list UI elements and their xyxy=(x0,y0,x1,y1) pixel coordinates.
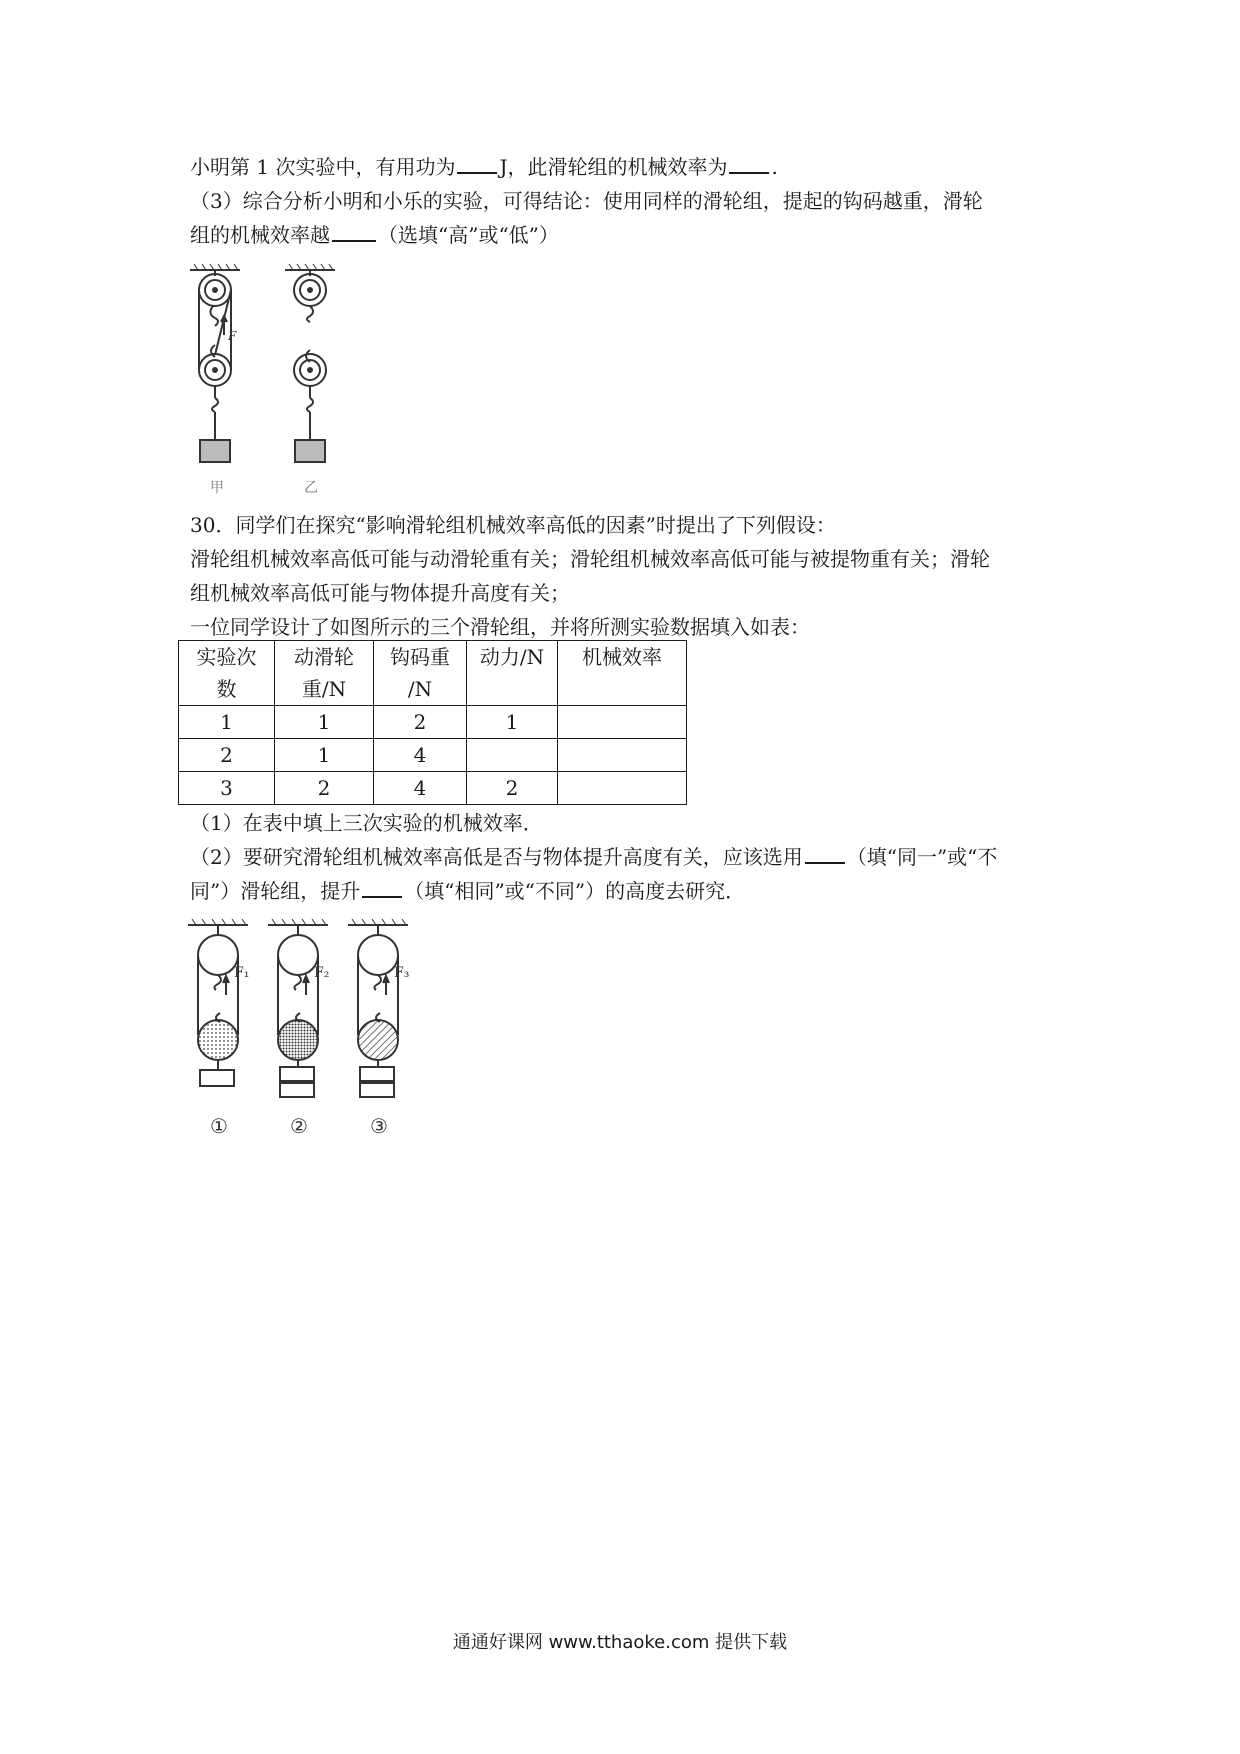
table-cell-force-blank[interactable] xyxy=(467,739,558,772)
fig-label-jia: 甲 xyxy=(210,480,224,496)
q29-period: . xyxy=(771,155,778,179)
fixed-pulley-3 xyxy=(358,935,398,975)
q30-hypothesis-line2: 组机械效率高低可能与物体提升高度有关； xyxy=(190,581,570,605)
q30-hypothesis-line1: 滑轮组机械效率高低可能与动滑轮重有关；滑轮组机械效率高低可能与被提物重有关；滑轮 xyxy=(190,547,990,571)
table-cell: 3 xyxy=(179,772,275,805)
fixed-pulley-2 xyxy=(278,935,318,975)
force-label-F: F xyxy=(228,329,237,343)
q30-part2-choices: （填“同一”或“不 xyxy=(846,845,998,869)
table-row xyxy=(179,706,687,739)
q30-part1: （1）在表中填上三次实验的机械效率． xyxy=(190,811,543,835)
q29-text-efficiency: J，此滑轮组的机械效率为 xyxy=(499,155,728,179)
table-header-cell: 实验次 数 xyxy=(179,641,275,706)
table-cell: 2 xyxy=(374,706,467,739)
q29-line1 xyxy=(190,152,778,182)
q29-text-useful-work: 小明第 1 次实验中，有用功为 xyxy=(190,155,456,179)
table-cell: 2 xyxy=(467,772,558,805)
fig-label-yi: 乙 xyxy=(304,480,318,496)
table-cell-efficiency-blank[interactable] xyxy=(558,706,687,739)
q30-part2-choices2: （填“相同”或“不同”）的高度去研究． xyxy=(404,879,746,903)
table-header-cell: 动滑轮 重/N xyxy=(275,641,374,706)
fig-label-3: ③ xyxy=(370,1114,388,1138)
q30-part2-line1 xyxy=(190,842,997,872)
weight-2-a xyxy=(280,1067,314,1081)
answer-blank-high-low[interactable] xyxy=(332,220,376,242)
pulley-figure-q30 xyxy=(186,915,446,1145)
table-cell-efficiency-blank[interactable] xyxy=(558,772,687,805)
fixed-pulley-1 xyxy=(198,935,238,975)
weight-yi xyxy=(295,440,325,462)
table-row xyxy=(179,739,687,772)
table-row xyxy=(179,772,687,805)
table-cell: 2 xyxy=(179,739,275,772)
table-header-cell: 机械效率 xyxy=(558,641,687,706)
q30-part2-line2 xyxy=(190,876,745,906)
q30-part2-text2: 同”）滑轮组，提升 xyxy=(190,879,361,903)
table-cell: 4 xyxy=(374,739,467,772)
q30-stem: 30．同学们在探究“影响滑轮组机械效率高低的因素”时提出了下列假设： xyxy=(190,513,836,537)
force-label-F1: F₁ xyxy=(234,965,250,981)
weight-3-b xyxy=(360,1083,394,1097)
answer-blank-efficiency[interactable] xyxy=(729,152,769,174)
q29-part3-line1: （3）综合分析小明和小乐的实验，可得结论：使用同样的滑轮组，提起的钩码越重，滑轮 xyxy=(190,189,983,213)
table-header-row xyxy=(179,641,687,706)
q30-part2-text: （2）要研究滑轮组机械效率高低是否与物体提升高度有关，应该选用 xyxy=(190,845,803,869)
q29-part3-text: 组的机械效率越 xyxy=(190,223,330,247)
fig-label-2: ② xyxy=(290,1114,308,1138)
hook-jia-top xyxy=(210,306,218,326)
table-cell: 4 xyxy=(374,772,467,805)
table-cell: 1 xyxy=(467,706,558,739)
answer-blank-same-different-height[interactable] xyxy=(362,876,402,898)
weight-2-b xyxy=(280,1083,314,1097)
weight-jia xyxy=(200,440,230,462)
movable-pulley-3 xyxy=(358,1020,398,1060)
answer-blank-same-different-group[interactable] xyxy=(805,842,845,864)
q29-part3-choices: （选填“高”或“低”） xyxy=(378,223,559,247)
force-label-F3: F₃ xyxy=(394,965,410,981)
q30-design: 一位同学设计了如图所示的三个滑轮组，并将所测实验数据填入如表： xyxy=(190,615,810,639)
table-cell: 1 xyxy=(179,706,275,739)
force-label-F2: F₂ xyxy=(314,965,330,981)
table-header-cell: 动力/N xyxy=(467,641,558,706)
q29-part3-line2 xyxy=(190,220,559,250)
weight-1-a xyxy=(200,1070,234,1086)
table-cell: 1 xyxy=(275,706,374,739)
movable-pulley-2 xyxy=(278,1020,318,1060)
table-cell-efficiency-blank[interactable] xyxy=(558,739,687,772)
table-cell: 1 xyxy=(275,739,374,772)
fig-label-1: ① xyxy=(210,1114,228,1138)
movable-pulley-1 xyxy=(198,1020,238,1060)
pulley-figure-q29 xyxy=(180,260,380,500)
answer-blank-useful-work[interactable] xyxy=(457,152,497,174)
page-footer: 通通好课网 www.tthaoke.com 提供下载 xyxy=(452,1632,788,1653)
table-header-cell: 钩码重 /N xyxy=(374,641,467,706)
weight-3-a xyxy=(360,1067,394,1081)
experiment-table xyxy=(178,640,687,805)
table-cell: 2 xyxy=(275,772,374,805)
